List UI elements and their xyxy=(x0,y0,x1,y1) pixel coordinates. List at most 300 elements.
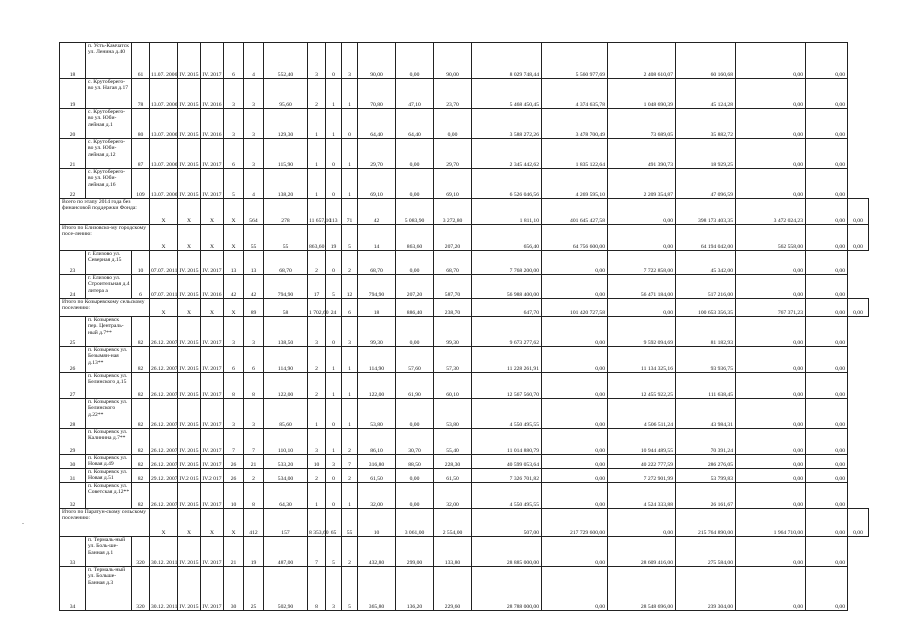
table-cell: 90,00 xyxy=(434,43,472,79)
table-cell: 3 xyxy=(308,317,326,347)
table-cell: 8 xyxy=(244,483,264,509)
table-cell: 3 xyxy=(308,43,326,79)
table-cell: 0,00 xyxy=(806,275,848,299)
address-cell: г. Елизово ул. Северная д.15 xyxy=(86,251,132,275)
table-cell: 17 xyxy=(308,275,326,299)
table-cell: 42 xyxy=(224,275,244,299)
table-cell: IV. 2017 xyxy=(201,169,224,199)
table-row xyxy=(60,109,869,139)
table-cell: 217 729 600,00 xyxy=(542,509,608,537)
address-cell: п. Усть-Камчатск ул. Ленина д.40 xyxy=(86,43,132,79)
table-cell: 5 xyxy=(224,169,244,199)
table-cell: X xyxy=(201,225,224,251)
table-cell: 93 936,75 xyxy=(676,347,736,373)
table-cell: 13.07. 2006 xyxy=(150,109,178,139)
table-cell: 82 xyxy=(132,483,150,509)
table-cell: 0,00 xyxy=(806,429,848,455)
table-cell: 0,00 xyxy=(542,251,608,275)
table-cell: 1 811,10 xyxy=(472,199,542,225)
table-row xyxy=(60,79,869,109)
table-cell: 61 xyxy=(132,43,150,79)
table-cell: IV. 2017 xyxy=(201,139,224,169)
row-number: 34 xyxy=(60,567,86,611)
table-cell: 80 xyxy=(132,109,150,139)
table-cell: 10 944 489,55 xyxy=(608,429,676,455)
table-cell: 29,70 xyxy=(434,139,472,169)
table-row xyxy=(60,275,869,299)
table-cell: 3 xyxy=(244,79,264,109)
table-cell: 502,90 xyxy=(264,567,308,611)
table-cell: 1 702,60 xyxy=(308,299,326,317)
table-cell: 26.12. 2007 xyxy=(150,347,178,373)
table-cell: 1 xyxy=(308,139,326,169)
table-cell: 70,80 xyxy=(358,79,396,109)
address-cell: с. Крутоберего-во ул. Юби-лейная д.12 xyxy=(86,139,132,169)
table-cell: 100 653 356,35 xyxy=(676,299,736,317)
table-cell: 767 371,23 xyxy=(736,299,806,317)
table-cell: 863,60 xyxy=(308,225,326,251)
table-cell: 4 374 635,78 xyxy=(542,79,608,109)
table-cell: 64,30 xyxy=(264,483,308,509)
table-cell: 0,00 xyxy=(542,399,608,429)
table-cell: 43 984,31 xyxy=(676,399,736,429)
row-number: 24 xyxy=(60,275,86,299)
address-cell: п. Козыревск ул. Белинского д.15 xyxy=(86,373,132,399)
table-cell: 55,40 xyxy=(434,429,472,455)
table-cell: 6 xyxy=(132,275,150,299)
row-number: 33 xyxy=(60,537,86,567)
table-cell: 4 xyxy=(244,43,264,79)
table-cell: 491 390,73 xyxy=(608,139,676,169)
table-cell: 26.12. 2007 xyxy=(150,429,178,455)
row-number: 32 xyxy=(60,483,86,509)
table-cell: 23,70 xyxy=(434,79,472,109)
table-cell: 138,50 xyxy=(264,317,308,347)
subtotal-row xyxy=(60,299,869,317)
table-cell: 82 xyxy=(132,455,150,469)
address-cell: п. Козыревск ул. Советская д.12** xyxy=(86,483,132,509)
table-cell: 0,00 xyxy=(396,251,434,275)
table-cell: IV. 2015 xyxy=(178,139,201,169)
table-cell: 8 029 748,44 xyxy=(472,43,542,79)
table-cell: 11 657,10 xyxy=(308,199,326,225)
table-row xyxy=(60,469,869,483)
table-cell: 110,10 xyxy=(264,429,308,455)
table-cell: X xyxy=(201,199,224,225)
table-cell: 07.07. 2011 xyxy=(150,251,178,275)
table-cell: 13.07. 2006 xyxy=(150,139,178,169)
table-cell: 45 124,28 xyxy=(676,79,736,109)
table-cell: 1 xyxy=(308,109,326,139)
table-cell: 58 xyxy=(264,299,308,317)
table-cell: 18 929,25 xyxy=(676,139,736,169)
table-cell: 1 xyxy=(342,373,358,399)
table-cell: 113 xyxy=(326,199,342,225)
table-cell: 0,00 xyxy=(806,169,848,199)
address-cell: п. Козыревск ул. Новая д.49 xyxy=(86,455,132,469)
table-cell: 7 272 901,99 xyxy=(608,469,676,483)
table-cell: 0,00 xyxy=(396,483,434,509)
table-cell: 109 xyxy=(132,169,150,199)
table-cell: 0,00 xyxy=(806,139,848,169)
table-cell: IV.2 015 xyxy=(178,469,201,483)
table-cell: 18 xyxy=(358,299,396,317)
table-cell: 886,40 xyxy=(396,299,434,317)
table-cell: 7 326 701,82 xyxy=(472,469,542,483)
table-cell: 2 554,00 xyxy=(434,509,472,537)
table-row xyxy=(60,455,869,469)
table-cell: 0 xyxy=(342,109,358,139)
table-cell: 64,40 xyxy=(358,109,396,139)
table-cell: 13.07. 2006 xyxy=(150,79,178,109)
table-row xyxy=(60,537,869,567)
table-cell: 4 524 333,88 xyxy=(608,483,676,509)
table-cell: 35 882,72 xyxy=(676,109,736,139)
table-cell: 78 xyxy=(132,79,150,109)
subtotal-row xyxy=(60,199,869,225)
table-cell: 564 xyxy=(244,199,264,225)
table-cell: 19 xyxy=(244,537,264,567)
table-cell: 26.12. 2007 xyxy=(150,373,178,399)
table-cell: 207,20 xyxy=(396,275,434,299)
table-cell: 3 xyxy=(244,109,264,139)
table-cell: 1 xyxy=(326,109,342,139)
table-cell: 26 xyxy=(224,455,244,469)
table-cell: 533,20 xyxy=(264,455,308,469)
table-cell: 0,00 xyxy=(736,317,806,347)
table-cell: X xyxy=(224,225,244,251)
table-cell: 0 xyxy=(326,139,342,169)
table-cell: 3 xyxy=(308,429,326,455)
table-cell: 275 584,00 xyxy=(676,537,736,567)
table-cell: 69,10 xyxy=(358,169,396,199)
address-cell: с. Крутоберего-во ул. Юби-лейная д.16 xyxy=(86,169,132,199)
table-cell: IV. 2015 xyxy=(178,251,201,275)
table-cell: 56 471 184,00 xyxy=(608,275,676,299)
table-cell: 239 304,00 xyxy=(676,567,736,611)
table-cell: 81 182,93 xyxy=(676,317,736,347)
table-cell: X xyxy=(201,509,224,537)
table-row xyxy=(60,567,869,611)
table-cell: 30.12. 2011 xyxy=(150,567,178,611)
table-cell: 24 xyxy=(326,299,342,317)
table-cell: 40 222 777,59 xyxy=(608,455,676,469)
table-cell: 562 558,00 xyxy=(736,225,806,251)
table-cell: 0,00 xyxy=(806,537,848,567)
table-row xyxy=(60,429,869,455)
table-cell: 552,40 xyxy=(264,43,308,79)
table-cell: 1 xyxy=(342,169,358,199)
table-cell: 5 083,90 xyxy=(396,199,434,225)
table-cell: 13 xyxy=(244,251,264,275)
table-cell: 3 xyxy=(224,399,244,429)
table-cell: IV. 2017 xyxy=(201,251,224,275)
table-cell: 0 xyxy=(326,399,342,429)
table-cell: 2 209 354,87 xyxy=(608,169,676,199)
table-cell: 3 xyxy=(326,567,342,611)
row-number: 21 xyxy=(60,139,86,169)
table-cell: IV. 2017 xyxy=(201,317,224,347)
table-cell: IV. 2017 xyxy=(201,373,224,399)
subtotal-label: Итого по Елизовско-му городскому посе-лению: xyxy=(60,225,150,251)
table-cell: 4 550 495,55 xyxy=(472,399,542,429)
table-cell: X xyxy=(150,225,178,251)
table-cell: IV. 2015 xyxy=(178,109,201,139)
address-cell: п. Козыревск ул. Белинского д.22** xyxy=(86,399,132,429)
table-cell: 2 408 610,07 xyxy=(608,43,676,79)
table-cell: 0,00 xyxy=(396,169,434,199)
table-cell: 9 673 277,62 xyxy=(472,317,542,347)
table-cell: 9 592 094,69 xyxy=(608,317,676,347)
table-cell: 82 xyxy=(132,399,150,429)
table-cell: 487,00 xyxy=(264,537,308,567)
table-cell: 3 xyxy=(342,317,358,347)
table-cell: IV. 2017 xyxy=(201,429,224,455)
table-cell: 29.12. 2007 xyxy=(150,469,178,483)
address-cell: г. Елизово ул. Строительная д.4 литера а xyxy=(86,275,132,299)
table-cell: 0,00 xyxy=(806,43,848,79)
table-cell: 86,10 xyxy=(358,429,396,455)
table-cell: 0,00 xyxy=(848,299,869,317)
table-cell: 28 788 000,00 xyxy=(472,567,542,611)
table-cell: 316,80 xyxy=(358,455,396,469)
table-cell: 32,00 xyxy=(358,483,396,509)
table-cell: IV. 2016 xyxy=(201,109,224,139)
housing-register-table xyxy=(59,42,869,611)
table-cell: 0,00 xyxy=(848,199,869,225)
table-cell: 10 xyxy=(358,509,396,537)
table-cell: 122,00 xyxy=(358,373,396,399)
table-cell: 0,00 xyxy=(806,299,848,317)
table-cell: 30.12. 2011 xyxy=(150,537,178,567)
table-cell: X xyxy=(224,299,244,317)
table-cell: 53,80 xyxy=(434,399,472,429)
table-cell: 7 xyxy=(244,429,264,455)
table-cell: 3 xyxy=(244,139,264,169)
table-cell: 3 xyxy=(224,109,244,139)
table-cell: 64 756 600,00 xyxy=(542,225,608,251)
table-cell: 12 567 560,70 xyxy=(472,373,542,399)
table-cell: 0,00 xyxy=(806,251,848,275)
table-cell: 0,00 xyxy=(806,469,848,483)
table-cell: 4 550 495,55 xyxy=(472,483,542,509)
table-cell: IV. 2015 xyxy=(178,169,201,199)
table-cell: 26.12. 2007 xyxy=(150,483,178,509)
table-cell: 6 526 046,56 xyxy=(472,169,542,199)
table-cell: 5 468 450,45 xyxy=(472,79,542,109)
table-cell: 0 xyxy=(326,317,342,347)
table-cell: 60 160,68 xyxy=(676,43,736,79)
table-cell: 0,00 xyxy=(736,109,806,139)
table-cell: 7 xyxy=(308,537,326,567)
table-cell: 47 096,59 xyxy=(676,169,736,199)
table-cell: 53 799,83 xyxy=(676,469,736,483)
table-cell: 0,00 xyxy=(608,509,676,537)
table-cell: 0 xyxy=(326,43,342,79)
table-cell: 0,00 xyxy=(542,373,608,399)
table-cell: 8 xyxy=(308,567,326,611)
table-cell: 0,00 xyxy=(736,537,806,567)
table-cell: 0,00 xyxy=(736,469,806,483)
table-row xyxy=(60,483,869,509)
table-cell: 432,80 xyxy=(358,537,396,567)
table-cell: X xyxy=(150,299,178,317)
table-cell: 68,70 xyxy=(264,251,308,275)
table-cell: IV. 2015 xyxy=(178,483,201,509)
table-cell: 11 014 880,79 xyxy=(472,429,542,455)
table-cell: 0,00 xyxy=(736,429,806,455)
table-cell: 0 xyxy=(326,469,342,483)
table-cell: 61,50 xyxy=(358,469,396,483)
table-cell: 517 216,00 xyxy=(676,275,736,299)
table-cell: 5 xyxy=(342,225,358,251)
table-cell: 13.07. 2006 xyxy=(150,169,178,199)
table-cell: 7 768 200,00 xyxy=(472,251,542,275)
table-cell: 64 194 042,00 xyxy=(676,225,736,251)
table-cell: 1 xyxy=(308,399,326,429)
table-cell: 3 472 024,23 xyxy=(736,199,806,225)
row-number: 28 xyxy=(60,399,86,429)
table-cell: 19 xyxy=(326,225,342,251)
row-number: 22 xyxy=(60,169,86,199)
row-number: 19 xyxy=(60,79,86,109)
table-cell: 101 420 727,58 xyxy=(542,299,608,317)
table-cell: 863,60 xyxy=(396,225,434,251)
row-number: 23 xyxy=(60,251,86,275)
table-cell: 26 xyxy=(224,469,244,483)
table-cell: 85,60 xyxy=(264,399,308,429)
table-cell: 2 xyxy=(308,251,326,275)
table-cell: 21 xyxy=(244,455,264,469)
table-cell: 115,90 xyxy=(264,139,308,169)
table-cell: 656,40 xyxy=(472,225,542,251)
table-row xyxy=(60,347,869,373)
table-cell: 10 xyxy=(308,455,326,469)
table-cell: 299,00 xyxy=(396,537,434,567)
table-cell: 87 xyxy=(132,139,150,169)
table-cell: 55 xyxy=(264,225,308,251)
table-cell: 6 xyxy=(244,347,264,373)
table-cell: 45 342,00 xyxy=(676,251,736,275)
subtotal-label: Итого по Козыревскому сельскому поселению: xyxy=(60,299,150,317)
table-cell: 3 xyxy=(224,79,244,109)
table-cell: 0,00 xyxy=(396,469,434,483)
table-cell: IV. 2015 xyxy=(178,429,201,455)
table-cell: 5 xyxy=(342,567,358,611)
row-number: 29 xyxy=(60,429,86,455)
table-cell: 133,80 xyxy=(434,537,472,567)
table-cell: 3 xyxy=(326,455,342,469)
table-cell: 2 xyxy=(308,373,326,399)
table-cell: 28 885 000,00 xyxy=(472,537,542,567)
table-cell: 215 764 890,00 xyxy=(676,509,736,537)
table-cell: 3 588 272,26 xyxy=(472,109,542,139)
table-cell: 0,00 xyxy=(542,275,608,299)
table-cell: 238,70 xyxy=(434,299,472,317)
table-cell: 0,00 xyxy=(806,317,848,347)
table-cell: 26 161,67 xyxy=(676,483,736,509)
table-cell: 73 689,05 xyxy=(608,109,676,139)
row-number: 18 xyxy=(60,43,86,79)
table-cell: X xyxy=(201,299,224,317)
table-cell: 65 xyxy=(326,509,342,537)
table-cell: 3 xyxy=(224,317,244,347)
table-cell: 114,90 xyxy=(264,347,308,373)
table-cell: 0 xyxy=(326,483,342,509)
table-cell: 11 228 261,91 xyxy=(472,347,542,373)
subtotal-row xyxy=(60,225,869,251)
table-cell: 28 609 416,00 xyxy=(608,537,676,567)
table-cell: 2 xyxy=(342,469,358,483)
table-cell: 28 548 696,00 xyxy=(608,567,676,611)
table-cell: 82 xyxy=(132,429,150,455)
table-cell: 0,00 xyxy=(806,79,848,109)
address-cell: п. Козыревск ул. Безымян-ная д.13** xyxy=(86,347,132,373)
table-cell: 2 xyxy=(308,469,326,483)
table-cell: 0,00 xyxy=(736,79,806,109)
table-cell: 13 xyxy=(224,251,244,275)
table-row xyxy=(60,139,869,169)
table-cell: IV. 2016 xyxy=(201,275,224,299)
table-cell: 398 173 403,35 xyxy=(676,199,736,225)
table-cell: 1 xyxy=(326,347,342,373)
table-cell: 95,60 xyxy=(264,79,308,109)
table-row xyxy=(60,43,869,79)
address-cell: п. Термаль-ный ул. Больше-Банная д.3 xyxy=(86,567,132,611)
table-cell: 61,90 xyxy=(396,373,434,399)
table-cell: 2 xyxy=(342,429,358,455)
table-cell: 0,00 xyxy=(434,109,472,139)
table-cell: IV. 2015 xyxy=(178,43,201,79)
table-cell: 57,30 xyxy=(434,347,472,373)
table-cell: 0,00 xyxy=(806,109,848,139)
table-cell: 5 560 977,69 xyxy=(542,43,608,79)
table-cell: 2 xyxy=(308,347,326,373)
address-cell: п. Козыревск ул. Калинина д.7** xyxy=(86,429,132,455)
table-row xyxy=(60,251,869,275)
table-cell: 0,00 xyxy=(806,347,848,373)
table-cell: 0,00 xyxy=(806,399,848,429)
table-cell: 42 xyxy=(244,275,264,299)
table-cell: 89 xyxy=(244,299,264,317)
table-cell: 42 xyxy=(358,199,396,225)
table-cell: 507,00 xyxy=(472,509,542,537)
table-cell: 14 xyxy=(358,225,396,251)
table-cell: 71 xyxy=(342,199,358,225)
table-cell: 114,90 xyxy=(358,347,396,373)
table-cell: 0,00 xyxy=(542,317,608,347)
table-cell: 0,00 xyxy=(736,567,806,611)
table-cell: 21 xyxy=(224,537,244,567)
table-cell: 30,70 xyxy=(396,429,434,455)
table-cell: 1 xyxy=(342,139,358,169)
table-cell: 68,70 xyxy=(434,251,472,275)
table-cell: 0,00 xyxy=(736,43,806,79)
table-cell: 26.12. 2007 xyxy=(150,317,178,347)
table-cell: 7 xyxy=(224,429,244,455)
table-cell: 2 xyxy=(342,537,358,567)
table-cell: 1 xyxy=(342,399,358,429)
table-cell: IV. 2017 xyxy=(201,567,224,611)
table-cell: 0,00 xyxy=(806,455,848,469)
table-cell: 0,00 xyxy=(542,469,608,483)
table-cell: 5 xyxy=(326,537,342,567)
table-cell: X xyxy=(150,509,178,537)
table-cell: 0,00 xyxy=(736,275,806,299)
table-cell: IV. 2017 xyxy=(201,455,224,469)
table-cell: 1 964 710,00 xyxy=(736,509,806,537)
table-row xyxy=(60,399,869,429)
